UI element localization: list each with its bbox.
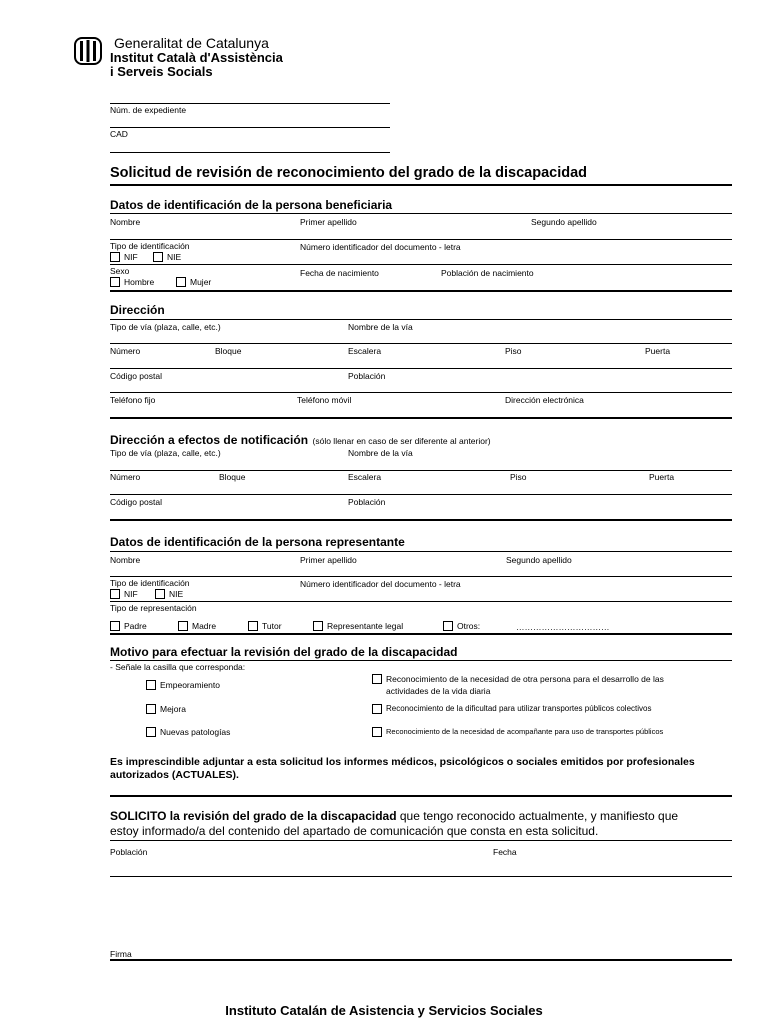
divider [110,470,732,471]
hombre-label: Hombre [124,277,155,287]
solicito-bold: SOLICITO la revisión del grado de la discapacidad [110,809,397,823]
representante-heading: Datos de identificación de la persona representante [110,535,405,549]
nif-checkbox[interactable] [110,252,120,262]
divider [110,264,732,265]
mujer-checkbox[interactable] [176,277,186,287]
direccion-escalera-label: Escalera [348,346,382,356]
nuevas-patologias-option[interactable] [146,727,230,737]
rep-primer-apellido-label: Primer apellido [300,555,357,565]
sexo-label: Sexo [110,266,130,276]
mejora-checkbox[interactable] [146,704,156,714]
tutor-label: Tutor [262,621,282,631]
tutor-checkbox[interactable] [248,621,258,631]
beneficiaria-nombre-label: Nombre [110,217,141,227]
madre-option[interactable] [178,621,216,631]
tutor-option[interactable] [248,621,282,631]
mejora-label: Mejora [160,704,186,714]
empeoramiento-option[interactable] [146,680,220,690]
representante-legal-option[interactable] [313,621,403,631]
divider [110,213,732,214]
expediente-field[interactable] [110,103,390,104]
beneficiaria-segundo-apellido-label: Segundo apellido [531,217,597,227]
divider [110,392,732,393]
padre-label: Padre [124,621,147,631]
representante-legal-label: Representante legal [327,621,404,631]
motivo-heading: Motivo para efectuar la revisión del grado de la discapacidad [110,645,458,659]
notif-numero-label: Número [110,472,141,482]
cad-label: CAD [110,129,128,139]
padre-option[interactable] [110,621,147,631]
firma-poblacion-label: Población [110,847,148,857]
otros-checkbox[interactable] [443,621,453,631]
footer-institute: Instituto Catalán de Asistencia y Servicios Sociales [225,1003,543,1018]
direccion-codigo-postal-label: Código postal [110,371,162,381]
motivo-instruction: - Señale la casilla que corresponda: [110,662,246,672]
divider [110,576,732,577]
telefono-movil-label: Teléfono móvil [297,395,352,405]
poblacion-fecha-field[interactable] [110,876,732,877]
divider [110,368,732,369]
nuevas-patologias-label: Nuevas patologías [160,727,231,737]
empeoramiento-label: Empeoramiento [160,680,221,690]
poblacion-nacimiento-label: Población de nacimiento [441,268,534,278]
notif-poblacion-label: Población [348,497,386,507]
firma-fecha-label: Fecha [493,847,517,857]
hombre-checkbox[interactable] [110,277,120,287]
divider [110,519,732,521]
direccion-tipo-via-label: Tipo de vía (plaza, calle, etc.) [110,322,221,332]
direccion-heading: Dirección [110,303,165,317]
notif-tipo-via-label: Tipo de vía (plaza, calle, etc.) [110,448,221,458]
beneficiaria-primer-apellido-label: Primer apellido [300,217,357,227]
beneficiaria-heading: Datos de identificación de la persona beneficiaria [110,198,393,212]
rep-num-doc-label: Número identificador del documento - letra [300,579,461,589]
telefono-fijo-label: Teléfono fijo [110,395,156,405]
cad-field[interactable] [110,127,390,128]
beneficiaria-nie-option[interactable] [153,252,181,262]
divider [110,417,732,419]
form-title: Solicitud de revisión de reconocimiento del grado de la discapacidad [110,165,588,181]
mujer-label: Mujer [190,277,212,287]
beneficiaria-nif-option[interactable] [110,252,138,262]
rep-nombre-label: Nombre [110,555,141,565]
expediente-label: Núm. de expediente [110,105,187,115]
direccion-poblacion-label: Población [348,371,386,381]
divider [110,319,732,320]
solicito-line2: estoy informado/a del contenido del apartado de comunicación que consta en esta solicitud. [110,824,599,838]
necesidad-otra-persona-label-2: actividades de la vida diaria [386,686,491,696]
divider [110,633,732,635]
beneficiaria-num-doc-label: Número identificador del documento - letra [300,242,461,252]
notificacion-heading-row [110,431,491,449]
hombre-option[interactable] [110,277,154,287]
necesidad-otra-persona-checkbox[interactable] [372,674,382,684]
rep-tipo-id-label: Tipo de identificación [110,578,190,588]
rep-nie-checkbox[interactable] [155,589,165,599]
notificacion-heading: Dirección a efectos de notificación [110,433,309,447]
firma-label: Firma [110,949,132,959]
notif-codigo-postal-label: Código postal [110,497,162,507]
firma-field[interactable] [110,959,732,961]
madre-label: Madre [192,621,217,631]
divider [110,551,732,552]
divider [110,494,732,495]
madre-checkbox[interactable] [178,621,188,631]
nie-label: NIE [167,252,182,262]
cad-bottom-line [110,152,390,153]
solicito-line1 [110,809,732,823]
aviso-text: Es imprescindible adjuntar a esta solicitud los informes médicos, psicológicos o sociales emitidos por profesionales autorizados (ACTUALES). [110,756,695,781]
rep-nif-option[interactable] [110,589,138,599]
notificacion-note: (sólo llenar en caso de ser diferente al anterior) [312,436,491,446]
otros-label: Otros: [457,621,481,631]
mujer-option[interactable] [176,277,211,287]
solicito-rest: que tengo reconocido actualmente, y manifiesto que [396,809,679,823]
representante-legal-checkbox[interactable] [313,621,323,631]
beneficiaria-tipo-id-label: Tipo de identificación [110,241,190,251]
tipo-representacion-label: Tipo de representación [110,603,197,613]
notif-puerta-label: Puerta [649,472,675,482]
nif-label: NIF [124,252,138,262]
direccion-nombre-via-label: Nombre de la vía [348,322,413,332]
rep-nie-label: NIE [169,589,184,599]
divider [110,290,732,292]
divider [110,840,732,841]
acompanante-label: Reconocimiento de la necesidad de acompañante para uso de transportes públicos [386,727,664,736]
padre-checkbox[interactable] [110,621,120,631]
institute-name-line1: Institut Català d'Assistència [110,50,283,65]
nie-checkbox[interactable] [153,252,163,262]
divider [110,343,732,344]
fecha-nacimiento-label: Fecha de nacimiento [300,268,379,278]
notif-nombre-via-label: Nombre de la vía [348,448,413,458]
necesidad-otra-persona-label-1: Reconocimiento de la necesidad de otra persona para el desarrollo de las [386,674,664,684]
dificultad-transportes-checkbox[interactable] [372,704,382,714]
org-name: Generalitat de Catalunya [114,35,269,51]
title-rule [110,184,732,186]
divider [110,239,732,240]
empeoramiento-checkbox[interactable] [146,680,156,690]
notif-bloque-label: Bloque [219,472,246,482]
notif-piso-label: Piso [510,472,527,482]
rep-segundo-apellido-label: Segundo apellido [506,555,572,565]
nuevas-patologias-checkbox[interactable] [146,727,156,737]
generalitat-logo-icon [74,36,102,66]
institute-name-line2: i Serveis Socials [110,64,213,79]
acompanante-checkbox[interactable] [372,727,382,737]
divider [110,660,732,661]
divider [110,601,732,602]
rep-nie-option[interactable] [155,589,183,599]
otros-input[interactable]: …………………………… [516,622,610,632]
direccion-piso-label: Piso [505,346,522,356]
rep-nif-label: NIF [124,589,138,599]
rep-nif-checkbox[interactable] [110,589,120,599]
divider [110,795,732,797]
notif-escalera-label: Escalera [348,472,382,482]
email-label: Dirección electrónica [505,395,584,405]
dificultad-transportes-label: Reconocimiento de la dificultad para utilizar transportes públicos colectivos [386,704,652,713]
mejora-option[interactable] [146,704,186,714]
direccion-puerta-label: Puerta [645,346,671,356]
direccion-bloque-label: Bloque [215,346,242,356]
direccion-numero-label: Número [110,346,141,356]
otros-option[interactable] [443,621,480,631]
